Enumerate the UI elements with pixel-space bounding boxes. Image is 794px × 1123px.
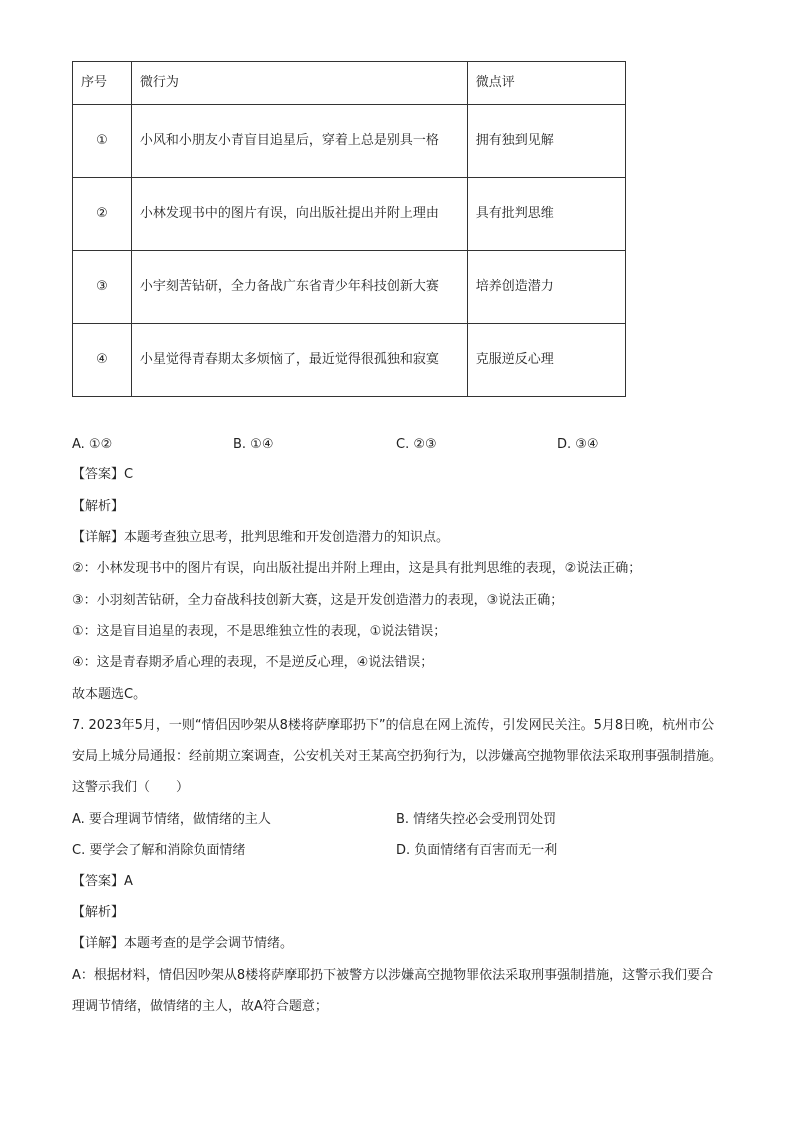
row-number: ① xyxy=(73,105,132,178)
row-comment: 拥有独到见解 xyxy=(467,105,625,178)
q7-option-b: B. 情绪失控必会受刑罚处罚 xyxy=(396,812,557,827)
q7-option-c: C. 要学会了解和消除负面情绪 xyxy=(72,843,246,858)
row-number: ④ xyxy=(73,324,132,397)
row-comment: 具有批判思维 xyxy=(467,178,625,251)
q6-explain-line: ①：这是盲目追星的表现，不是思维独立性的表现，①说法错误； xyxy=(72,624,447,639)
q7-answer: 【答案】A xyxy=(72,874,133,889)
row-comment: 培养创造潜力 xyxy=(467,251,625,324)
q7-stem: 7. 2023年5月，一则“情侣因吵架从8楼将萨摩耶扔下”的信息在网上流传，引发网民关注。5月8日晚，杭州市公安局上城分局通报：经前期立案调查，公安机关对王某高空扔狗行为，以涉嫌高空抛物罪依法采取刑事强制措施。这警示我们（ ） xyxy=(72,718,723,795)
q6-option-c: C. ②③ xyxy=(396,437,437,452)
q6-explain-line: ③：小羽刻苦钻研，全力奋战科技创新大赛，这是开发创造潜力的表现，③说法正确； xyxy=(72,593,564,608)
header-comment: 微点评 xyxy=(467,62,625,105)
q7-option-a: A. 要合理调节情绪，做情绪的主人 xyxy=(72,812,271,827)
table-row xyxy=(73,105,626,178)
q6-explain-line: ②：小林发现书中的图片有误，向出版社提出并附上理由，这是具有批判思维的表现，②说法正确； xyxy=(72,561,642,576)
q7-analysis-label: 【解析】 xyxy=(72,905,125,920)
q7-option-d: D. 负面情绪有百害而无一利 xyxy=(396,843,558,858)
header-behavior: 微行为 xyxy=(131,62,467,105)
q6-option-d: D. ③④ xyxy=(557,437,599,452)
comparison-table xyxy=(72,61,626,397)
row-comment: 克服逆反心理 xyxy=(467,324,625,397)
row-behavior: 小风和小朋友小青盲目追星后，穿着上总是别具一格 xyxy=(131,105,467,178)
q7-explain: A：根据材料，情侣因吵架从8楼将萨摩耶扔下被警方以涉嫌高空抛物罪依法采取刑事强制措施，这警示我们要合理调节情绪，做情绪的主人，故A符合题意； xyxy=(72,968,714,1014)
table-header-row xyxy=(73,62,626,105)
row-behavior: 小宇刻苦钻研，全力备战广东省青少年科技创新大赛 xyxy=(131,251,467,324)
q6-conclusion: 故本题选C。 xyxy=(72,687,147,702)
table-row xyxy=(73,251,626,324)
q6-answer: 【答案】C xyxy=(72,467,134,482)
table-row xyxy=(73,178,626,251)
q6-option-a: A. ①② xyxy=(72,437,113,452)
q7-detail: 【详解】本题考查的是学会调节情绪。 xyxy=(72,936,294,951)
q6-explain-line: ④：这是青春期矛盾心理的表现，不是逆反心理，④说法错误； xyxy=(72,655,434,670)
row-number: ③ xyxy=(73,251,132,324)
row-behavior: 小林发现书中的图片有误，向出版社提出并附上理由 xyxy=(131,178,467,251)
row-behavior: 小星觉得青春期太多烦恼了，最近觉得很孤独和寂寞 xyxy=(131,324,467,397)
q6-analysis-label: 【解析】 xyxy=(72,499,125,514)
header-number: 序号 xyxy=(73,62,132,105)
row-number: ② xyxy=(73,178,132,251)
q6-option-b: B. ①④ xyxy=(233,437,274,452)
table-row xyxy=(73,324,626,397)
q6-detail: 【详解】本题考查独立思考，批判思维和开发创造潜力的知识点。 xyxy=(72,530,450,545)
